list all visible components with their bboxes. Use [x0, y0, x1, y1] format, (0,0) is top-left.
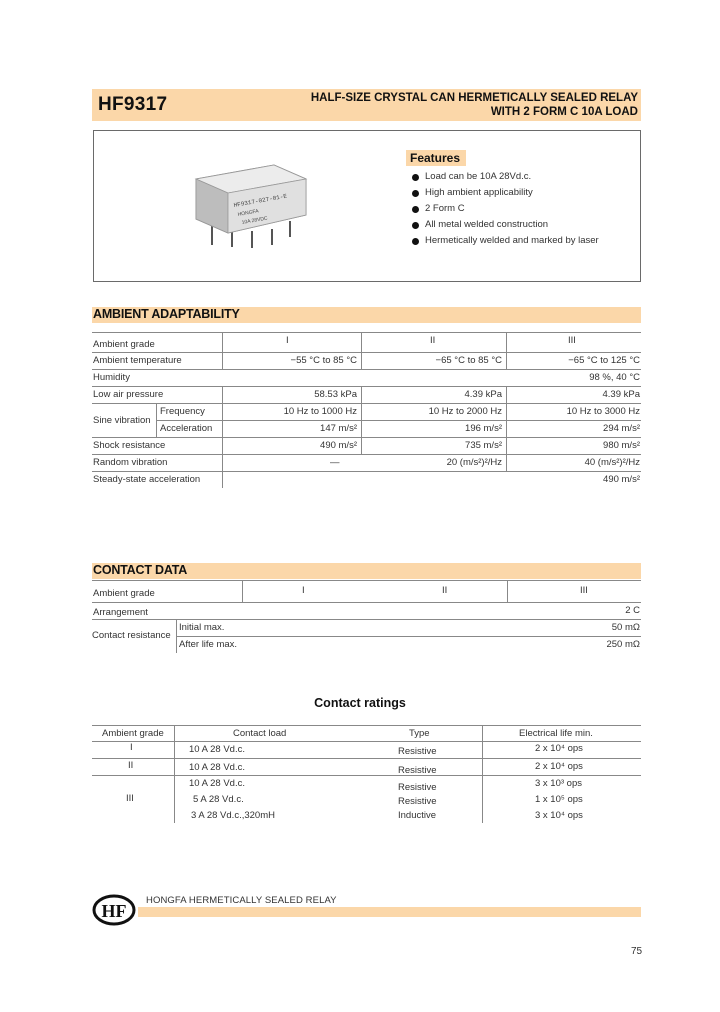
humidity-value: 98 %, 40 °C — [589, 372, 640, 383]
random-2: 20 (m/s²)²/Hz — [446, 457, 502, 468]
ratings-row-type: Inductive — [398, 810, 437, 821]
ratings-row-load: 5 A 28 Vd.c. — [193, 794, 244, 805]
frequency-3: 10 Hz to 3000 Hz — [566, 406, 640, 417]
ratings-row-type: Resistive — [398, 746, 437, 757]
grade-2: II — [430, 335, 436, 346]
label-sine-vibration: Sine vibration — [93, 415, 151, 426]
title-band — [92, 89, 641, 121]
label-frequency: Frequency — [160, 406, 205, 417]
contact-grade-3: III — [580, 585, 588, 596]
ambient-section-header — [92, 307, 641, 323]
ambient-table — [92, 332, 641, 490]
ratings-row-type: Resistive — [398, 782, 437, 793]
features-list — [412, 169, 599, 249]
ratings-row-load: 10 A 28 Vd.c. — [189, 762, 245, 773]
model-number: HF9317 — [98, 94, 168, 115]
relay-marking-line3: 10A 28VDC — [241, 215, 269, 226]
label-low-air-pressure: Low air pressure — [93, 389, 164, 400]
ratings-header-type: Type — [409, 728, 430, 739]
initial-resistance-value: 50 mΩ — [611, 622, 640, 633]
low-air-2: 4.39 kPa — [464, 389, 502, 400]
ratings-row-life: 3 x 10⁴ ops — [535, 810, 583, 821]
ratings-row-load: 10 A 28 Vd.c. — [189, 744, 245, 755]
ratings-row-grade: I — [130, 742, 133, 753]
subtitle-line-2: WITH 2 FORM C 10A LOAD — [490, 106, 638, 118]
random-1: — — [330, 457, 340, 468]
acceleration-2: 196 m/s² — [465, 423, 502, 434]
feature-item: 2 Form C — [412, 201, 599, 217]
ratings-row-life: 3 x 10³ ops — [535, 778, 582, 789]
hongfa-logo-icon — [92, 894, 136, 926]
label-random-vibration: Random vibration — [93, 457, 168, 468]
contact-ratings-table — [92, 725, 641, 825]
contact-ratings-title: Contact ratings — [314, 696, 406, 710]
relay-product-image — [190, 157, 310, 257]
acceleration-1: 147 m/s² — [320, 423, 357, 434]
ambient-section-title: AMBIENT ADAPTABILITY — [93, 307, 240, 321]
steady-value: 490 m/s² — [603, 474, 640, 485]
feature-box — [93, 130, 641, 282]
contact-grade-2: II — [442, 585, 448, 596]
ratings-header-life: Electrical life min. — [519, 728, 593, 739]
contact-table — [92, 580, 641, 656]
after-life-resistance-value: 250 mΩ — [606, 639, 640, 650]
contact-grade-1: I — [302, 585, 305, 596]
ratings-row-type: Resistive — [398, 765, 437, 776]
random-3: 40 (m/s²)²/Hz — [584, 457, 640, 468]
shock-3: 980 m/s² — [603, 440, 640, 451]
acceleration-3: 294 m/s² — [603, 423, 640, 434]
frequency-2: 10 Hz to 2000 Hz — [428, 406, 502, 417]
feature-item: Hermetically welded and marked by laser — [412, 233, 599, 249]
relay-marking-line2: HONGFA — [237, 208, 260, 218]
label-humidity: Humidity — [93, 372, 130, 383]
label-ambient-temperature: Ambient temperature — [93, 355, 182, 366]
ratings-row-grade: II — [128, 760, 134, 771]
temperature-3: −65 °C to 125 °C — [568, 355, 640, 366]
temperature-2: −65 °C to 85 °C — [435, 355, 502, 366]
frequency-1: 10 Hz to 1000 Hz — [283, 406, 357, 417]
ratings-header-load: Contact load — [233, 728, 287, 739]
ratings-row-load: 3 A 28 Vd.c.,320mH — [191, 810, 275, 821]
shock-2: 735 m/s² — [465, 440, 502, 451]
feature-item: All metal welded construction — [412, 217, 599, 233]
grade-3: III — [568, 335, 576, 346]
grade-1: I — [286, 335, 289, 346]
relay-marking-line1: HF9317-027-01-E — [233, 192, 288, 209]
contact-section-title: CONTACT DATA — [93, 563, 188, 577]
page-number: 75 — [631, 946, 643, 957]
footer-band — [138, 907, 641, 917]
label-contact-resistance: Contact resistance — [92, 630, 171, 641]
arrangement-value: 2 C — [625, 605, 640, 616]
ratings-header-grade: Ambient grade — [102, 728, 164, 739]
ratings-row-grade: III — [126, 793, 134, 804]
ratings-row-life: 2 x 10⁴ ops — [535, 761, 583, 772]
subtitle-line-1: HALF-SIZE CRYSTAL CAN HERMETICALLY SEALED RELAY — [310, 92, 638, 104]
feature-item: Load can be 10A 28Vd.c. — [412, 169, 599, 185]
label-arrangement: Arrangement — [93, 607, 148, 618]
contact-section-header — [92, 563, 641, 579]
feature-item: High ambient applicability — [412, 185, 599, 201]
features-title: Features — [406, 150, 466, 166]
footer-company-text: HONGFA HERMETICALLY SEALED RELAY — [146, 895, 337, 906]
label-shock-resistance: Shock resistance — [93, 440, 166, 451]
label-contact-grade: Ambient grade — [93, 588, 155, 599]
low-air-1: 58.53 kPa — [314, 389, 357, 400]
ratings-row-life: 2 x 10⁴ ops — [535, 743, 583, 754]
label-after-life-max: After life max. — [179, 639, 238, 650]
shock-1: 490 m/s² — [320, 440, 357, 451]
label-acceleration: Acceleration — [160, 423, 213, 434]
ratings-row-type: Resistive — [398, 796, 437, 807]
ratings-row-load: 10 A 28 Vd.c. — [189, 778, 245, 789]
label-ambient-grade: Ambient grade — [93, 339, 155, 350]
label-initial-max: Initial max. — [179, 622, 225, 633]
label-steady-state-acceleration: Steady-state acceleration — [93, 474, 201, 485]
low-air-3: 4.39 kPa — [602, 389, 640, 400]
temperature-1: −55 °C to 85 °C — [290, 355, 357, 366]
ratings-row-life: 1 x 10⁵ ops — [535, 794, 583, 805]
logo-lettering: HF — [101, 901, 127, 921]
